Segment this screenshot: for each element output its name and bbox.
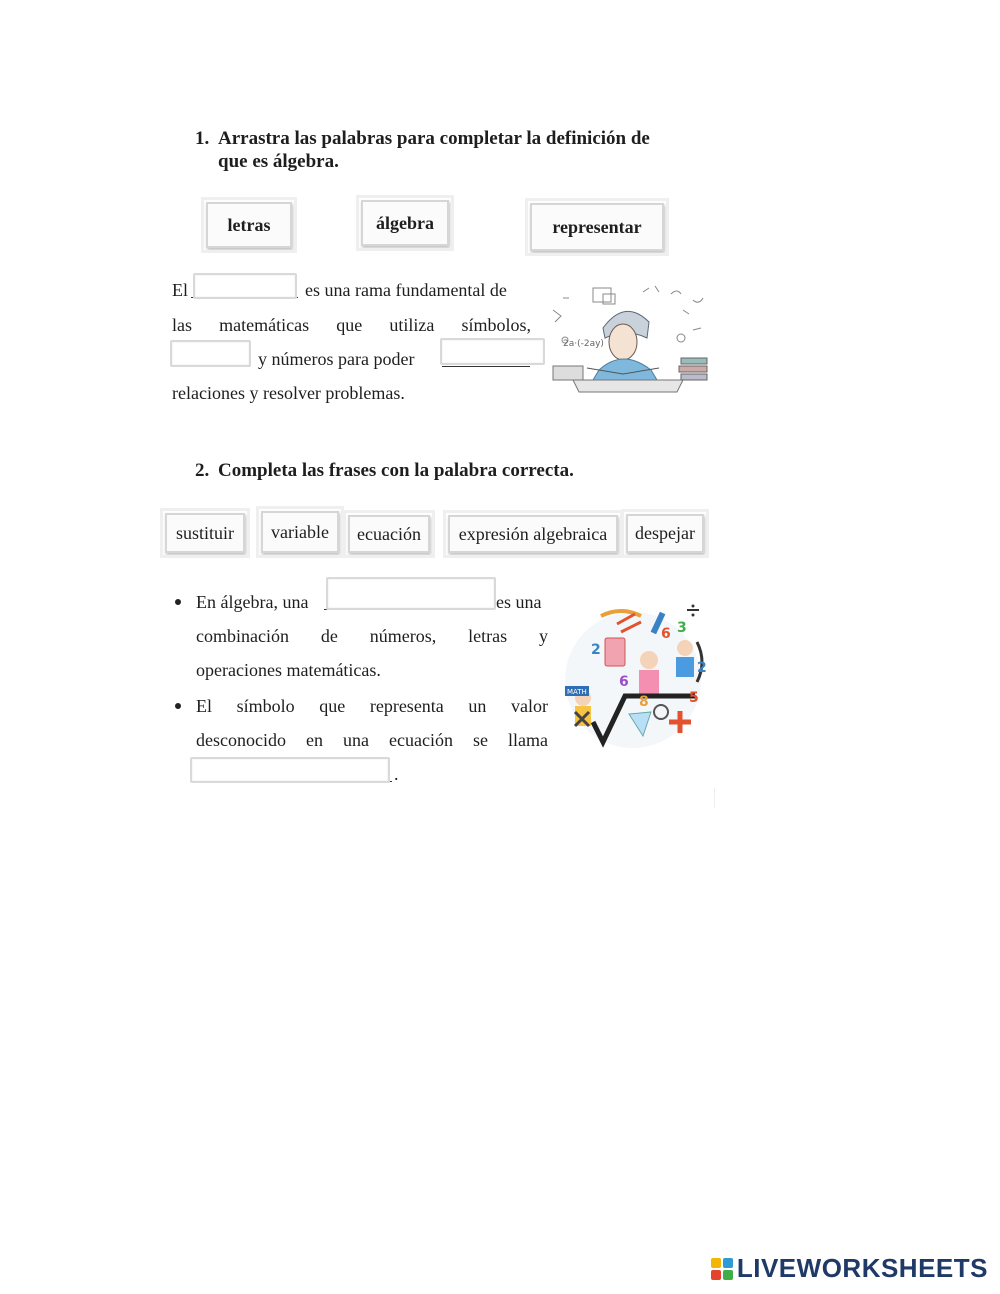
q1-line2-word: que [336, 315, 363, 335]
math-num: 6 [661, 626, 671, 642]
math-badge: MATH [567, 688, 587, 696]
q2-b2-line1 [196, 696, 548, 717]
q2-b1-word: de [320, 626, 338, 646]
q1-line3-mid: y números para poder [258, 349, 415, 369]
q2-b2-word: llama [507, 730, 548, 750]
q2-bullet-2 [175, 703, 181, 709]
q2-b1-word: números, [369, 626, 437, 646]
q1-blank-representar[interactable] [440, 338, 545, 365]
q2-number: 2. [195, 460, 210, 481]
q1-line2-word: matemáticas [219, 315, 310, 335]
q2-b1-word: combinación [196, 626, 289, 646]
q2-b1-word: y [538, 626, 548, 646]
q1-title-line1: Arrastra las palabras para completar la definición de [218, 128, 650, 149]
q1-line3-underline-right [442, 366, 530, 367]
q2-chip-expresion-algebraica[interactable]: expresión algebraica [448, 515, 618, 553]
q2-b1-line1-end: es una [496, 592, 542, 612]
q1-chip-representar[interactable]: representar [530, 203, 664, 251]
q2-b1-line3: operaciones matemáticas. [196, 660, 381, 680]
liveworksheets-logo [711, 1253, 988, 1284]
math-num: 2 [697, 660, 707, 676]
q2-b2-word: desconocido [196, 730, 286, 750]
q2-b2-word: símbolo [236, 696, 295, 716]
q2-b2-word: un [468, 696, 487, 716]
q2-b2-line2 [196, 730, 548, 751]
math-num: 3 [677, 620, 687, 636]
math-num: 2 [591, 642, 601, 658]
math-collage-illustration [557, 602, 709, 757]
student-studying-icon [543, 280, 713, 400]
q2-b2-word: representa [369, 696, 444, 716]
q1-line2-word: las [172, 315, 192, 335]
q1-blank-letras[interactable] [170, 340, 251, 367]
student-illustration [543, 280, 713, 400]
divider [714, 788, 715, 808]
q2-chip-variable[interactable]: variable [261, 511, 339, 553]
q2-blank-variable[interactable] [190, 757, 390, 783]
q2-b2-word: valor [511, 696, 548, 716]
q2-chip-despejar[interactable]: despejar [626, 514, 704, 553]
q2-bullet-1 [175, 599, 181, 605]
q1-title-line2: que es álgebra. [218, 151, 339, 172]
q2-chip-sustituir[interactable]: sustituir [165, 513, 245, 553]
q2-blank-expresion-algebraica[interactable] [326, 577, 496, 610]
q1-line1-start: El [172, 280, 188, 300]
q2-title: Completa las frases con la palabra correcta. [218, 460, 574, 481]
math-num: 5 [689, 690, 699, 706]
math-num: 6 [619, 674, 629, 690]
q1-blank-algebra[interactable] [193, 273, 297, 299]
q2-b1-line2 [196, 626, 548, 647]
student-formula: 2a·(-2ay) [563, 339, 604, 349]
q2-chip-ecuacion[interactable]: ecuación [348, 515, 430, 553]
q2-b2-word: una [342, 730, 369, 750]
q2-b2-word: El [196, 696, 212, 716]
q1-chip-letras[interactable]: letras [206, 202, 292, 248]
q2-b1-word: letras [468, 626, 508, 646]
q1-line2-word: símbolos, [461, 315, 531, 335]
math-num: 8 [639, 694, 649, 710]
q1-chip-algebra[interactable]: álgebra [361, 200, 449, 246]
logo-text: LIVEWORKSHEETS [736, 1253, 988, 1283]
q1-line4: relaciones y resolver problemas. [172, 383, 405, 403]
q1-line1-end: es una rama fundamental de [305, 280, 507, 300]
math-kids-collage-icon [557, 602, 709, 757]
liveworksheets-logo-icon [711, 1258, 733, 1280]
q1-line2 [172, 315, 531, 336]
q1-number: 1. [195, 128, 210, 149]
q2-b1-line1-start: En álgebra, una [196, 592, 309, 612]
q2-b2-word: en [305, 730, 323, 750]
q1-line2-word: utiliza [389, 315, 435, 335]
q2-b2-end: . [394, 764, 399, 784]
q2-b2-word: ecuación [388, 730, 453, 750]
q2-b2-word: se [472, 730, 488, 750]
q2-b2-word: que [319, 696, 346, 716]
